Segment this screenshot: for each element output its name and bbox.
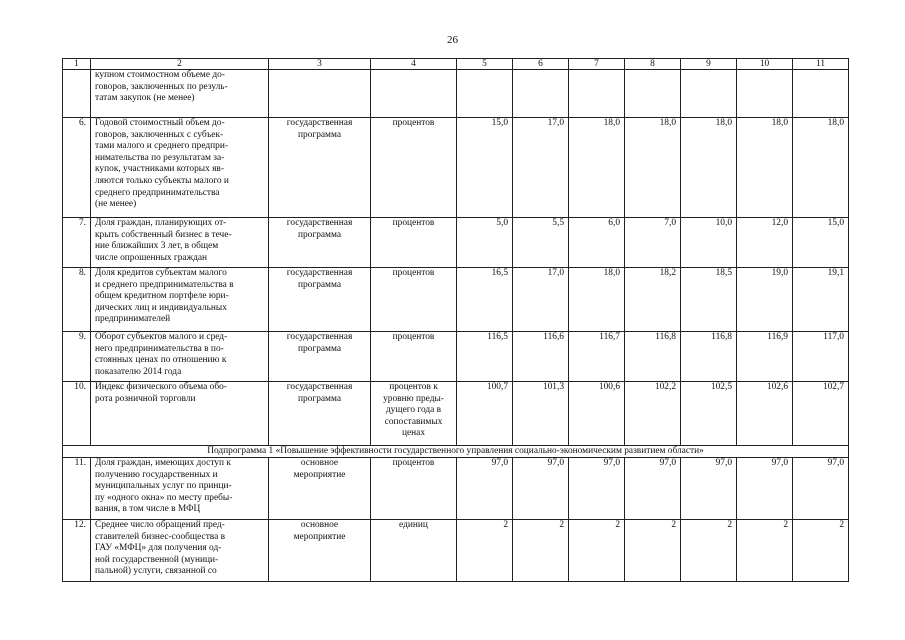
value-cell: 18,2	[625, 268, 681, 332]
program-type-cell: государственная программа	[269, 218, 371, 268]
indicator-name-cell: Индекс физического объема обо- рота розничной торговли	[91, 382, 269, 446]
row-number-cell	[63, 70, 91, 118]
table-row	[63, 118, 849, 218]
value-cell: 5,0	[457, 218, 513, 268]
value-cell: 18,0	[737, 118, 793, 218]
subprogram-heading-row	[63, 446, 849, 458]
table-body	[63, 59, 849, 582]
empty-cell	[793, 70, 849, 118]
value-cell: 2	[681, 520, 737, 582]
unit-cell: процентов	[371, 268, 457, 332]
value-cell: 102,7	[793, 382, 849, 446]
empty-cell	[513, 70, 569, 118]
unit-cell: единиц	[371, 520, 457, 582]
program-type-cell: основное мероприятие	[269, 520, 371, 582]
value-cell: 16,5	[457, 268, 513, 332]
value-cell: 2	[625, 520, 681, 582]
row-number-cell: 9.	[63, 332, 91, 382]
value-cell: 116,9	[737, 332, 793, 382]
program-type-cell: основное мероприятие	[269, 458, 371, 520]
value-cell: 18,0	[625, 118, 681, 218]
value-cell: 97,0	[737, 458, 793, 520]
column-number-cell: 3	[269, 59, 371, 70]
value-cell: 2	[737, 520, 793, 582]
value-cell: 18,0	[793, 118, 849, 218]
value-cell: 7,0	[625, 218, 681, 268]
empty-cell	[737, 70, 793, 118]
indicator-name-cell: Доля граждан, планирующих от- крыть собственный бизнес в тече- ние ближайших 3 лет, в общем числе опрошенных граждан	[91, 218, 269, 268]
value-cell: 2	[513, 520, 569, 582]
value-cell: 17,0	[513, 268, 569, 332]
value-cell: 5,5	[513, 218, 569, 268]
unit-cell: процентов	[371, 218, 457, 268]
row-number-cell: 11.	[63, 458, 91, 520]
indicators-table	[62, 58, 849, 582]
empty-cell	[625, 70, 681, 118]
row-number-cell: 7.	[63, 218, 91, 268]
column-number-cell: 8	[625, 59, 681, 70]
value-cell: 102,2	[625, 382, 681, 446]
value-cell: 116,8	[625, 332, 681, 382]
value-cell: 100,6	[569, 382, 625, 446]
value-cell: 116,6	[513, 332, 569, 382]
indicator-name-cell: купном стоимостном объеме до- говоров, заключенных по резуль- татам закупок (не менее)	[91, 70, 269, 118]
program-type-cell: государственная программа	[269, 268, 371, 332]
empty-cell	[681, 70, 737, 118]
value-cell: 116,7	[569, 332, 625, 382]
value-cell: 6,0	[569, 218, 625, 268]
value-cell: 2	[457, 520, 513, 582]
value-cell: 17,0	[513, 118, 569, 218]
column-number-row	[63, 59, 849, 70]
value-cell: 100,7	[457, 382, 513, 446]
table-row	[63, 382, 849, 446]
page-number: 26	[447, 34, 458, 46]
column-number-cell: 4	[371, 59, 457, 70]
value-cell: 97,0	[569, 458, 625, 520]
value-cell: 18,0	[569, 118, 625, 218]
value-cell: 97,0	[681, 458, 737, 520]
value-cell: 12,0	[737, 218, 793, 268]
empty-cell	[457, 70, 513, 118]
value-cell: 97,0	[793, 458, 849, 520]
value-cell: 97,0	[625, 458, 681, 520]
value-cell: 15,0	[457, 118, 513, 218]
program-type-cell: государственная программа	[269, 118, 371, 218]
empty-cell	[269, 70, 371, 118]
value-cell: 10,0	[681, 218, 737, 268]
unit-cell: процентов	[371, 332, 457, 382]
column-number-cell: 7	[569, 59, 625, 70]
unit-cell: процентов	[371, 118, 457, 218]
subprogram-heading: Подпрограмма 1 «Повышение эффективности государственного управления социально-экономическим развитием области»	[63, 446, 849, 458]
table-row-continuation	[63, 70, 849, 118]
row-number-cell: 6.	[63, 118, 91, 218]
value-cell: 116,8	[681, 332, 737, 382]
indicator-name-cell: Среднее число обращений пред- ставителей бизнес-сообщества в ГАУ «МФЦ» для получения од- ной государственной (муници- пальной) услуги, связанной со	[91, 520, 269, 582]
table-row	[63, 268, 849, 332]
unit-cell: процентов	[371, 458, 457, 520]
column-number-cell: 6	[513, 59, 569, 70]
indicator-name-cell: Доля граждан, имеющих доступ к получению государственных и муниципальных услуг по принци- пу «одного окна» по месту пребы- вания, в том числе в МФЦ	[91, 458, 269, 520]
indicator-name-cell: Доля кредитов субъектам малого и среднего предпринимательства в общем кредитном портфеле юри- дических лиц и индивидуальных предпринимателей	[91, 268, 269, 332]
value-cell: 2	[569, 520, 625, 582]
value-cell: 97,0	[513, 458, 569, 520]
value-cell: 2	[793, 520, 849, 582]
column-number-cell: 5	[457, 59, 513, 70]
table-row	[63, 458, 849, 520]
indicator-name-cell: Годовой стоимостный объем до- говоров, заключенных с субъек- тами малого и среднего предпри- нимательства по результатам за- купок, участниками которых яв- ляются только субъекты малого и среднего предпринимательства (не менее)	[91, 118, 269, 218]
column-number-cell: 11	[793, 59, 849, 70]
table-row	[63, 520, 849, 582]
value-cell: 97,0	[457, 458, 513, 520]
value-cell: 102,6	[737, 382, 793, 446]
program-type-cell: государственная программа	[269, 382, 371, 446]
empty-cell	[371, 70, 457, 118]
row-number-cell: 10.	[63, 382, 91, 446]
program-type-cell: государственная программа	[269, 332, 371, 382]
table-row	[63, 332, 849, 382]
value-cell: 102,5	[681, 382, 737, 446]
column-number-cell: 9	[681, 59, 737, 70]
value-cell: 18,5	[681, 268, 737, 332]
value-cell: 19,0	[737, 268, 793, 332]
value-cell: 101,3	[513, 382, 569, 446]
value-cell: 15,0	[793, 218, 849, 268]
column-number-cell: 1	[63, 59, 91, 70]
indicator-name-cell: Оборот субъектов малого и сред- него предпринимательства в по- стоянных ценах по отношению к показателю 2014 года	[91, 332, 269, 382]
row-number-cell: 8.	[63, 268, 91, 332]
column-number-cell: 10	[737, 59, 793, 70]
table-row	[63, 218, 849, 268]
value-cell: 18,0	[569, 268, 625, 332]
value-cell: 116,5	[457, 332, 513, 382]
value-cell: 18,0	[681, 118, 737, 218]
unit-cell: процентов к уровню преды- дущего года в сопоставимых ценах	[371, 382, 457, 446]
value-cell: 19,1	[793, 268, 849, 332]
value-cell: 117,0	[793, 332, 849, 382]
column-number-cell: 2	[91, 59, 269, 70]
empty-cell	[569, 70, 625, 118]
row-number-cell: 12.	[63, 520, 91, 582]
